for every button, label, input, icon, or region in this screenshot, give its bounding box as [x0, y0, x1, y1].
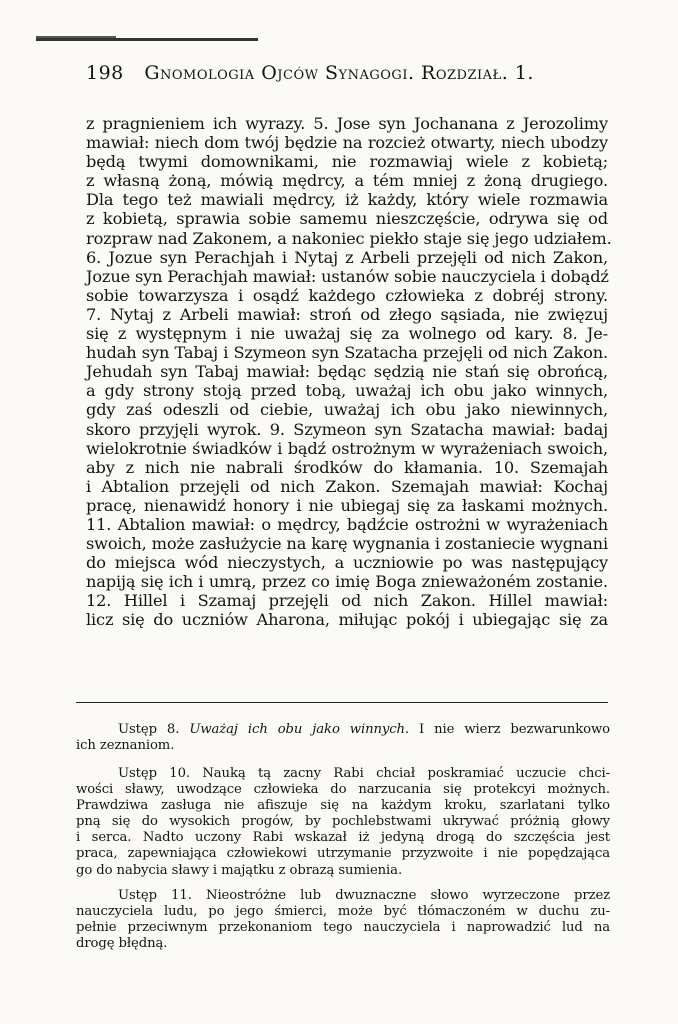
footnote-line: Ustęp 10. Nauką tą zacny Rabi chciał poskramiać uczucie chci-	[118, 766, 610, 781]
text-line: hudah syn Tabaj i Szymeon syn Szatacha przejęli od nich Zakon.	[86, 343, 608, 363]
main-text	[86, 114, 612, 630]
text-line: mawiał: niech dom twój będzie na rozcież otwarty, niech ubodzy	[86, 133, 608, 153]
footnote-line: pną się do wysokich progów, by pochlebstwami ukrywać próżnią głowy	[76, 814, 610, 830]
text-line: skoro przyjęli wyrok. 9. Szymeon syn Szatacha mawiał: badaj	[86, 419, 608, 439]
text-line: swoich, może zasłużycie na karę wygnania i zostaniecie wygnani	[86, 534, 608, 554]
footnote-ustep-11	[76, 888, 610, 952]
text-line: 6. Jozue syn Perachjah i Nytaj z Arbeli przejęli od nich Zakon,	[86, 247, 608, 267]
text-line: aby z nich nie nabrali środków do kłamania. 10. Szemajah	[86, 457, 608, 477]
footnote-ustep-10	[76, 766, 610, 879]
text-line: rozpraw nad Zakonem, a nakoniec piekło staje się jego udziałem.	[86, 228, 612, 248]
text-line: sobie towarzysza i osądź każdego człowieka z dobréj strony.	[86, 285, 608, 305]
footnote-line: pełnie przeciwnym przekonaniom tego nauczyciela i naprowadzić lud na	[76, 920, 610, 936]
footnote-separator	[76, 702, 608, 703]
text-line: gdy zaś odeszli od ciebie, uważaj ich obu jako niewinnych,	[86, 400, 608, 420]
text-line: wielokrotnie świadków i bądź ostrożnym w wyrażeniach swoich,	[86, 438, 608, 458]
text-line: się z występnym i nie uważaj się za wolnego od kary. 8. Je-	[86, 324, 608, 344]
footnote-label: Ustęp 8.	[118, 722, 180, 737]
text-line: Dla tego też mawiali mędrcy, iż każdy, który wiele rozmawia	[86, 190, 608, 210]
decorative-rule-top	[36, 38, 258, 41]
footnote-quote: Uważaj ich obu jako winnych.	[189, 722, 409, 737]
text-line: 12. Hillel i Szamaj przejęli od nich Zakon. Hillel mawiał:	[86, 591, 608, 611]
text-line: pracę, nienawidź honory i nie ubiegaj się za łaskami możnych.	[86, 495, 608, 515]
text-line: do miejsca wód nieczystych, a uczniowie po was następujący	[86, 553, 608, 573]
text-line: i Abtalion przejęli od nich Zakon. Szemajah mawiał: Kochaj	[86, 476, 608, 496]
footnote-line: i serca. Nadto uczony Rabi wskazał iż jedyną drogą do szczęścia jest	[76, 830, 610, 846]
text-line: licz się do uczniów Aharona, miłując pokój i ubiegając się za	[86, 610, 608, 630]
footnote-line: Ustęp 11. Nieostróżne lub dwuznaczne słowo wyrzeczone przez	[118, 888, 610, 903]
footnote-line: nauczyciela ludu, po jego śmierci, może być tłómaczoném w duchu zu-	[76, 904, 610, 920]
footnote-text: I nie wierz bezwarunkowo	[419, 722, 611, 737]
footnote-line	[76, 722, 610, 738]
page-number: 198	[86, 62, 124, 84]
text-line: Jehudah syn Tabaj mawiał: będąc sędzią nie stań się obrońcą,	[86, 362, 608, 382]
footnote-line: wości sławy, uwodzące człowieka do narzucania się protekcyi możnych.	[76, 782, 610, 798]
text-line: 7. Nytaj z Arbeli mawiał: stroń od złego sąsiada, nie zwięzuj	[86, 304, 608, 324]
footnote-line: go do nabycia sławy i majątku z obrazą sumienia.	[76, 862, 403, 878]
text-line: z własną żoną, mówią mędrcy, a tém mniej z żoną drugiego.	[86, 171, 608, 191]
footnote-line: ich zeznaniom.	[76, 738, 175, 754]
text-line: z kobietą, sprawia sobie samemu nieszczęście, odrywa się od	[86, 209, 608, 229]
running-title: Gnomologia Ojców Synagogi. Rozdział. 1.	[144, 62, 534, 84]
page-header	[86, 62, 606, 84]
footnote-line: praca, zapewniająca człowiekowi utrzymanie przyzwoite i nie popędzająca	[76, 846, 610, 862]
footnote-line: drogę błędną.	[76, 936, 168, 952]
text-line: Jozue syn Perachjah mawiał: ustanów sobie nauczyciela i dobądź	[86, 266, 609, 286]
text-line: napiją się ich i umrą, przez co imię Boga znieważoném zostanie.	[86, 572, 608, 592]
text-line: a gdy strony stoją przed tobą, uważaj ich obu jako winnych,	[86, 381, 608, 401]
footnote-line: Prawdziwa zasługa nie afiszuje się na każdym kroku, szarlatani tylko	[76, 798, 610, 814]
text-line: z pragnieniem ich wyrazy. 5. Jose syn Jochanana z Jerozolimy	[86, 114, 608, 133]
text-line: 11. Abtalion mawiał: o mędrcy, bądźcie ostrożni w wyrażeniach	[86, 514, 608, 534]
footnote-ustep-8	[76, 722, 610, 754]
text-line: będą twymi domownikami, nie rozmawiaj wiele z kobietą;	[86, 152, 608, 172]
